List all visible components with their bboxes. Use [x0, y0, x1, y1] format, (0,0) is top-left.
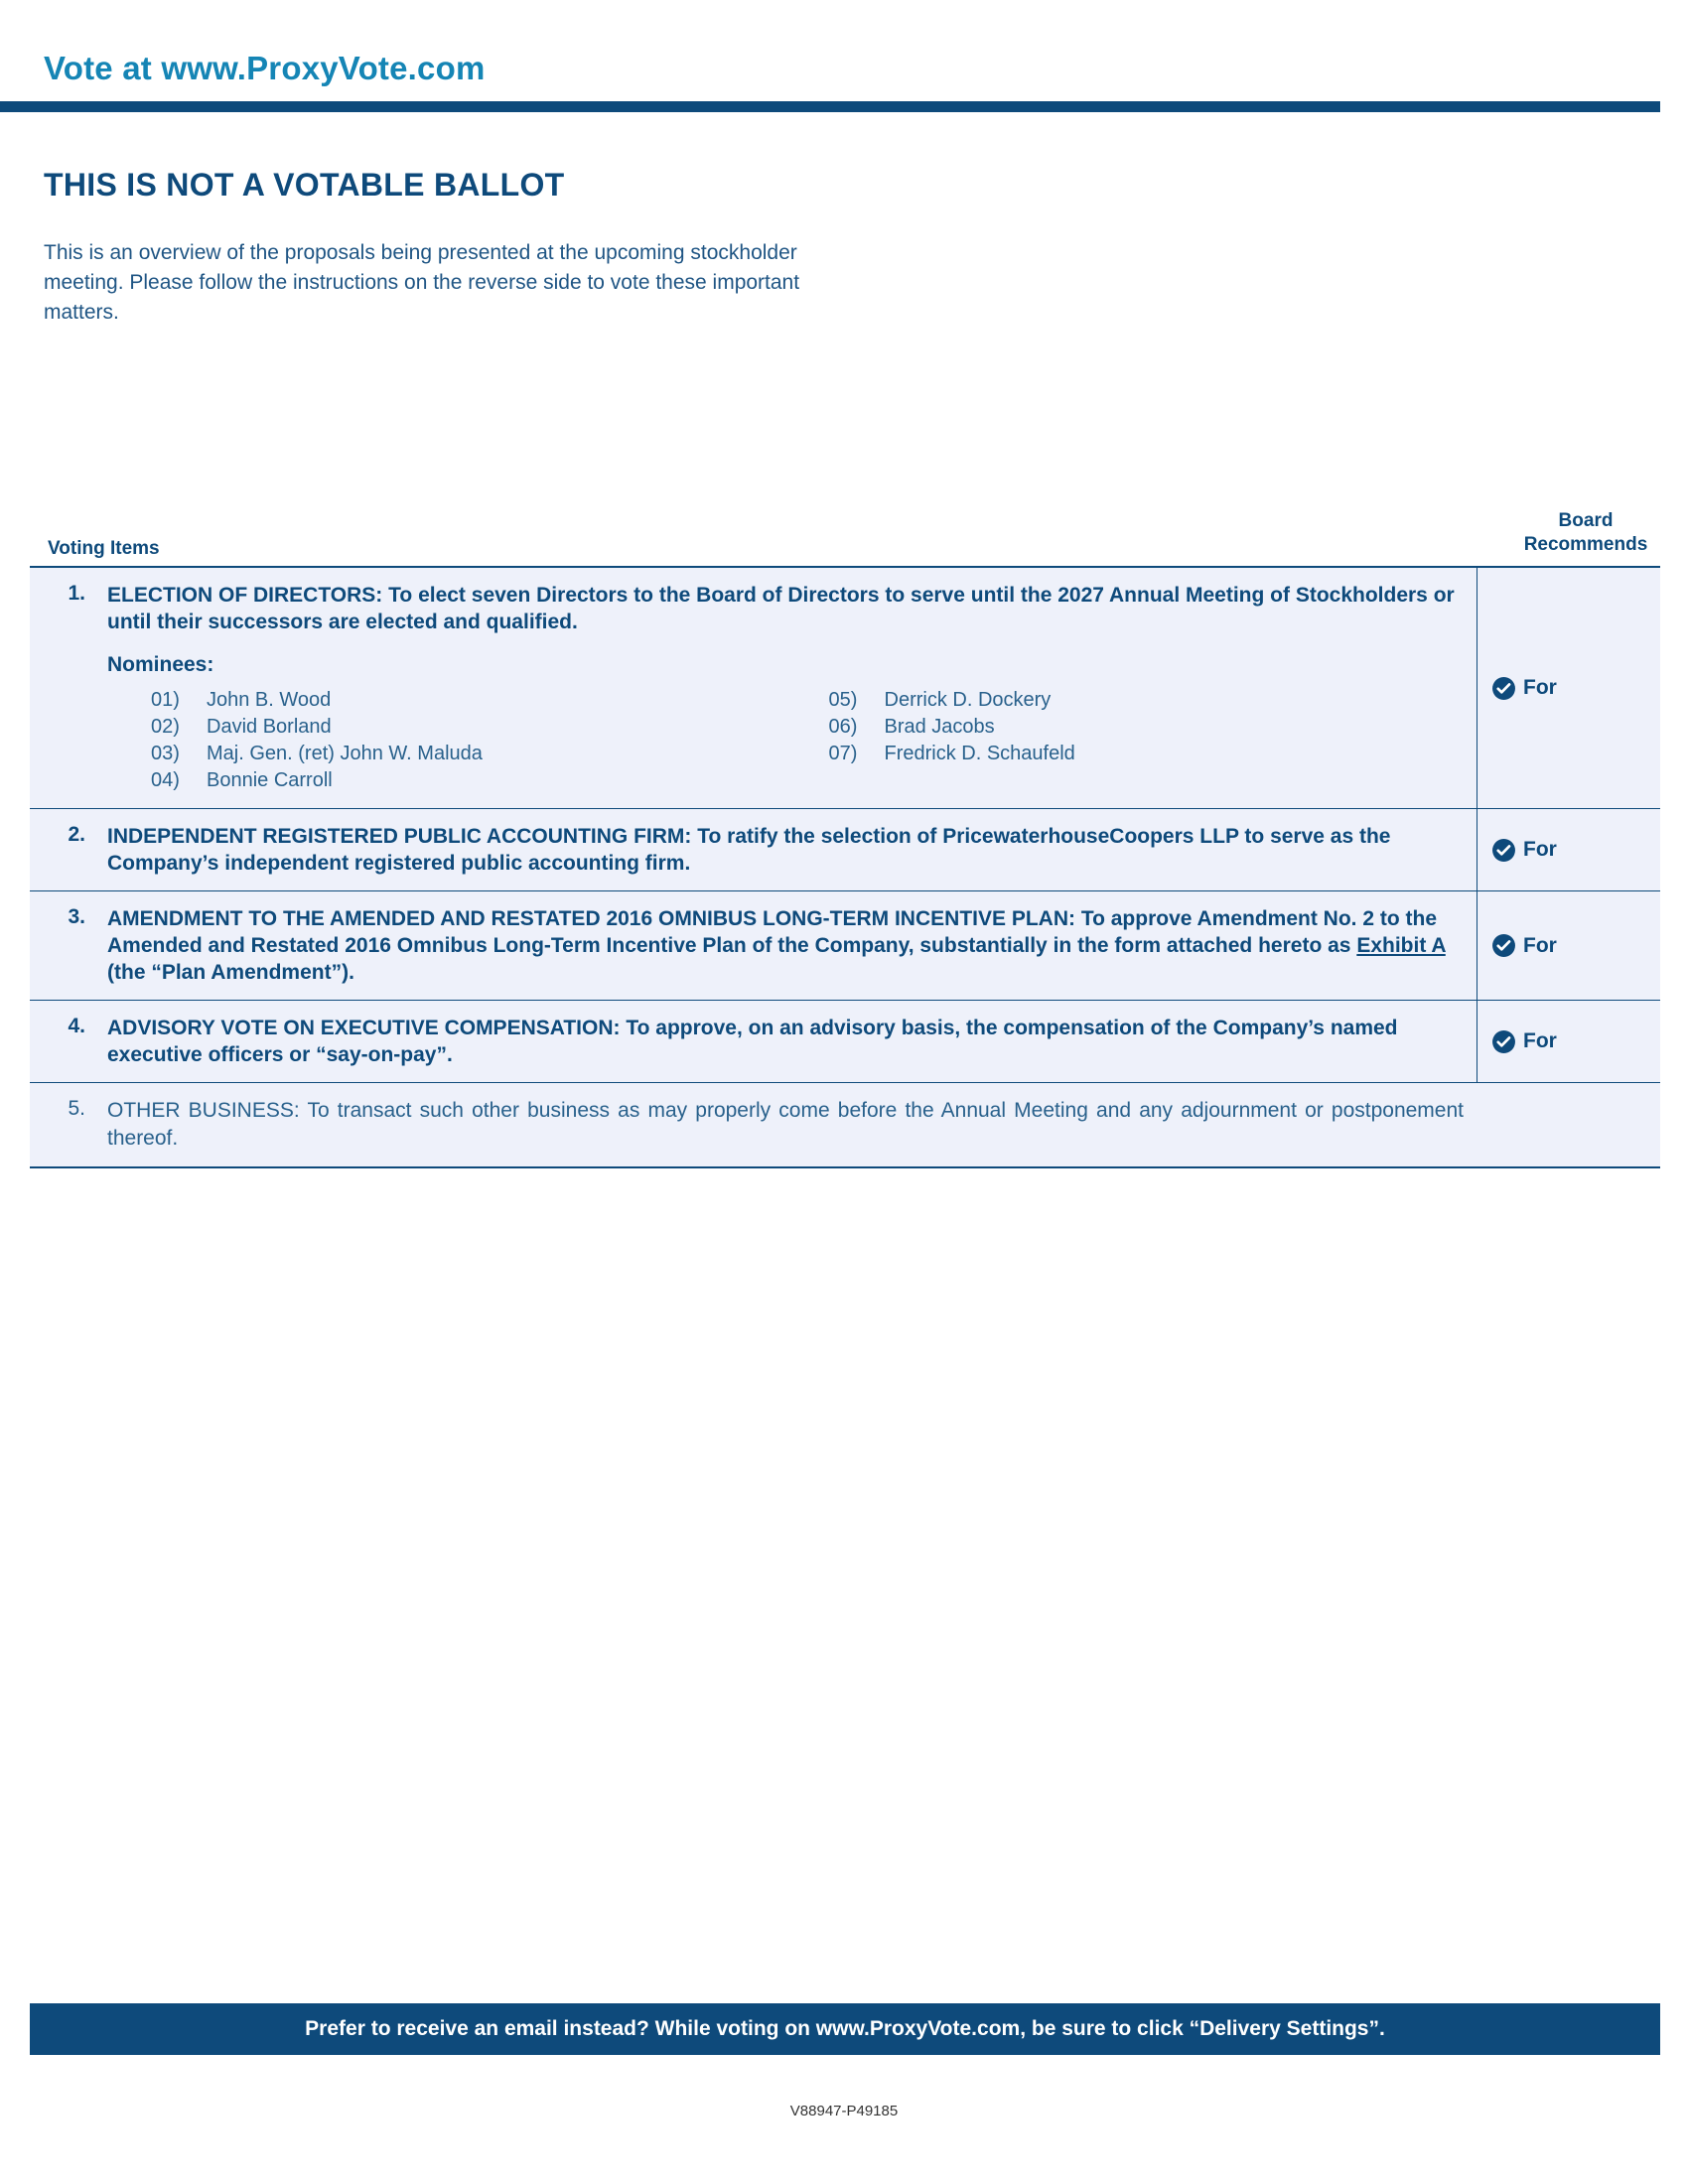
- board-recommends-line1: Board: [1558, 510, 1614, 531]
- nominee-name: Bonnie Carroll: [207, 769, 333, 791]
- check-circle-icon: [1491, 676, 1516, 701]
- nominee-index: 04): [151, 769, 180, 791]
- nominee-index: 03): [151, 743, 180, 764]
- nominee-name: Maj. Gen. (ret) John W. Maluda: [207, 743, 483, 764]
- nominee-name: Derrick D. Dockery: [884, 689, 1052, 711]
- row-number: 4.: [68, 1015, 85, 1037]
- exhibit-a-link[interactable]: Exhibit A: [1356, 934, 1446, 957]
- table-row: [30, 809, 1660, 891]
- proposal-body-a: To approve Amendment No. 2 to the Amended and Restated 2016 Omnibus Long-Term Incentive Plan of the Company, substantially in the form attached hereto as: [107, 907, 1438, 957]
- row-content: [95, 1001, 1477, 1082]
- row-number: 5.: [68, 1097, 85, 1120]
- nominee-name: Fredrick D. Schaufeld: [884, 743, 1075, 764]
- nominees-label: Nominees:: [107, 653, 214, 676]
- nominee-index: 01): [151, 689, 180, 711]
- footer-message: Prefer to receive an email instead? While voting on www.ProxyVote.com, be sure to click “Delivery Settings”.: [305, 2017, 1385, 2040]
- nominees-column-left: [107, 687, 785, 794]
- list-item: [151, 687, 785, 714]
- proposal-text: [107, 582, 1463, 635]
- proposal-body: To approve, on an advisory basis, the compensation of the Company’s named executive officers or “say-on-pay”.: [107, 1017, 1398, 1066]
- table-row: [30, 1083, 1660, 1166]
- recommendation: [1491, 838, 1557, 863]
- recommendation-label: For: [1523, 838, 1557, 861]
- list-item: [151, 714, 785, 741]
- voting-items-header: Voting Items: [48, 538, 160, 559]
- list-item: [829, 741, 1464, 767]
- board-recommendation-cell: [1477, 1001, 1660, 1082]
- row-number: 3.: [68, 905, 85, 928]
- row-number: 1.: [68, 582, 85, 605]
- list-item: [151, 741, 785, 767]
- proposal-text: [107, 1015, 1463, 1068]
- intro-paragraph: This is an overview of the proposals being presented at the upcoming stockholder meeting. Please follow the instructions on the reverse side to vote these important matters.: [44, 241, 800, 324]
- nominee-name: Brad Jacobs: [884, 716, 995, 738]
- header-divider: [0, 101, 1660, 112]
- proposal-text: OTHER BUSINESS: To transact such other business as may properly come before the Annual Meeting and any adjournment or postponement thereof.: [107, 1099, 1464, 1150]
- nominee-index: 05): [828, 689, 858, 711]
- proposal-title: INDEPENDENT REGISTERED PUBLIC ACCOUNTING FIRM:: [107, 825, 692, 848]
- nominee-index: 06): [828, 716, 858, 738]
- nominee-name: John B. Wood: [207, 689, 332, 711]
- proposal-title: AMENDMENT TO THE AMENDED AND RESTATED 2016 OMNIBUS LONG-TERM INCENTIVE PLAN:: [107, 907, 1075, 930]
- list-item: [829, 687, 1464, 714]
- page-header: [0, 28, 1688, 97]
- recommendation-label: For: [1523, 1029, 1557, 1052]
- recommendation: [1491, 676, 1557, 701]
- proposal-text: [107, 823, 1463, 877]
- delivery-settings-banner: [30, 2003, 1660, 2055]
- nominee-index: 07): [828, 743, 858, 764]
- proposal-body: To ratify the selection of PricewaterhouseCoopers LLP to serve as the Company’s independent registered public accounting firm.: [107, 825, 1391, 875]
- table-row: [30, 1001, 1660, 1083]
- board-recommends-header: [1501, 509, 1670, 557]
- document-code: V88947-P49185: [789, 2103, 899, 2119]
- nominees-column-right: [785, 687, 1464, 794]
- row-number: 2.: [68, 823, 85, 846]
- recommendation: [1491, 1029, 1557, 1054]
- nominee-index: 02): [151, 716, 180, 738]
- board-recommendation-cell: [1477, 568, 1660, 808]
- row-content: [95, 891, 1477, 1000]
- recommendation-label: For: [1523, 676, 1557, 699]
- list-item: [829, 714, 1464, 741]
- nominees-list: [107, 687, 1463, 794]
- proposal-title: ADVISORY VOTE ON EXECUTIVE COMPENSATION:: [107, 1017, 621, 1039]
- check-circle-icon: [1491, 838, 1516, 863]
- proposal-body-b: (the “Plan Amendment”).: [107, 961, 354, 984]
- recommendation: [1491, 933, 1557, 958]
- proposal-title: ELECTION OF DIRECTORS:: [107, 584, 383, 607]
- board-recommendation-cell: [1477, 891, 1660, 1000]
- board-recommendation-cell: [1477, 809, 1660, 890]
- check-circle-icon: [1491, 1029, 1516, 1054]
- proposal-body: To elect seven Directors to the Board of Directors to serve until the 2027 Annual Meeting of Stockholders or until their successors are elected and qualified.: [107, 584, 1455, 633]
- vote-site-title: Vote at www.ProxyVote.com: [44, 50, 486, 86]
- check-circle-icon: [1491, 933, 1516, 958]
- nominee-name: David Borland: [207, 716, 332, 738]
- list-item: [151, 767, 785, 794]
- row-content: [95, 809, 1477, 890]
- row-content: [95, 568, 1477, 808]
- page-title: THIS IS NOT A VOTABLE BALLOT: [44, 167, 565, 203]
- board-recommendation-cell: [1477, 1083, 1660, 1166]
- proposal-text: [107, 905, 1463, 986]
- voting-items-table: [30, 566, 1660, 1168]
- table-row: [30, 891, 1660, 1001]
- table-row: [30, 568, 1660, 809]
- row-content: [95, 1083, 1477, 1166]
- recommendation-label: For: [1523, 933, 1557, 957]
- board-recommends-line2: Recommends: [1523, 534, 1648, 555]
